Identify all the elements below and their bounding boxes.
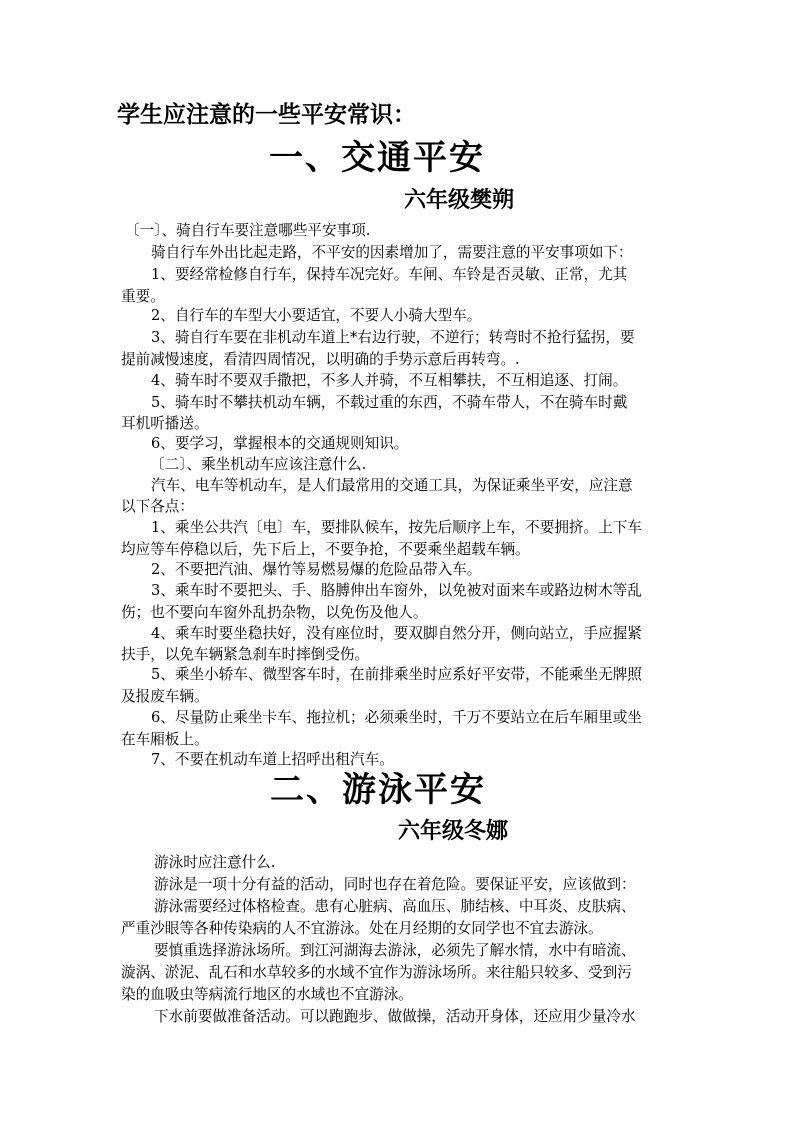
section2-line: 漩涡、淤泥、乱石和水草较多的水域不宜作为游泳场所。来往船只较多、受到污	[121, 964, 632, 981]
section1-line: 6、尽量防止乘坐卡车、拖拉机；必须乘坐时，千万不要站立在后车厢里或坐	[151, 709, 642, 726]
section1-line: 5、骑车时不攀扶机动车辆，不载过重的东西，不骑车带人，不在骑车时戴	[151, 394, 628, 411]
section1-line: 均应等车停稳以后，先下后上，不要争抢，不要乘坐超载车辆。	[121, 541, 530, 558]
section1-line: 6、要学习，掌握根本的交通规则知识。	[151, 435, 409, 452]
section2-heading: 二、游泳平安	[270, 770, 486, 810]
section1-author: 六年级樊朔	[404, 187, 515, 213]
section1-line: 2、不要把汽油、爆竹等易燃易爆的危险品带入车。	[151, 561, 482, 578]
section1-line: 汽车、电车等机动车，是人们最常用的交通工具，为保证乘坐平安，应注意	[151, 477, 633, 494]
section2-line: 要慎重选择游泳场所。到江河湖海去游泳，必须先了解水情，水中有暗流、	[154, 942, 636, 959]
section1-line: 1、要经常检修自行车，保持车况完好。车闸、车铃是否灵敏、正常，尤其	[151, 266, 628, 283]
section1-line: 骑自行车外出比起走路，不平安的因素增加了，需要注意的平安事项如下：	[151, 244, 633, 261]
section1-line: 及报废车辆。	[121, 688, 209, 705]
section1-line: 1、乘坐公共汽〔电〕车，要排队候车，按先后顺序上车，不要拥挤。上下车	[151, 519, 642, 536]
section2-line: 游泳需要经过体格检查。患有心脏病、高血压、肺结核、中耳炎、皮肤病、	[154, 898, 636, 915]
section1-line: 〔二〕、乘坐机动车应该注意什么.	[150, 456, 367, 473]
section1-line: 7、不要在机动车道上招呼出租汽车。	[151, 751, 394, 768]
section1-line: 扶手，以免车辆紧急刹车时摔倒受伤。	[121, 646, 370, 663]
section2-line: 游泳时应注意什么.	[154, 854, 276, 871]
main-title: 学生应注意的一些平安常识：	[117, 101, 416, 128]
section1-line: 3、骑自行车要在非机动车道上*右边行驶，不逆行；转弯时不抢行猛拐，要	[151, 329, 635, 346]
section1-line: 耳机听播送。	[121, 415, 209, 432]
section1-heading: 一、交通平安	[269, 138, 485, 178]
section1-line: 以下各点：	[121, 498, 194, 515]
section1-line: 3、乘车时不要把头、手、胳膊伸出车窗外，以免被对面来车或路边树木等乱	[151, 582, 642, 599]
section1-line: 4、骑车时不要双手撒把，不多人并骑，不互相攀扶，不互相追逐、打闹。	[151, 372, 628, 389]
section2-line: 严重沙眼等各种传染病的人不宜游泳。处在月经期的女同学也不宜去游泳。	[121, 920, 603, 937]
section2-author: 六年级冬娜	[398, 818, 509, 844]
section1-line: 伤；也不要向车窗外乱扔杂物，以免伤及他人。	[121, 604, 428, 621]
section1-line: 〔一〕、骑自行车要注意哪些平安事项.	[125, 222, 371, 239]
section1-line: 重要。	[121, 288, 165, 305]
section1-line: 4、乘车时要坐稳扶好，没有座位时，要双脚自然分开，侧向站立，手应握紧	[151, 625, 642, 642]
section1-line: 5、乘坐小轿车、微型客车时，在前排乘坐时应系好平安带，不能乘坐无牌照	[151, 666, 642, 683]
section2-line: 染的血吸虫等病流行地区的水域也不宜游泳。	[121, 986, 413, 1003]
section1-line: 提前减慢速度，看清四周情况，以明确的手势示意后再转弯。.	[121, 351, 520, 368]
section1-line: 2、自行车的车型大小要适宜，不要人小骑大型车。	[151, 307, 482, 324]
section1-line: 在车厢板上。	[121, 731, 209, 748]
section2-line: 下水前要做准备活动。可以跑跑步、做做操，活动开身体，还应用少量冷水	[154, 1008, 636, 1025]
section2-line: 游泳是一项十分有益的活动，同时也存在着危险。要保证平安，应该做到：	[154, 876, 636, 893]
